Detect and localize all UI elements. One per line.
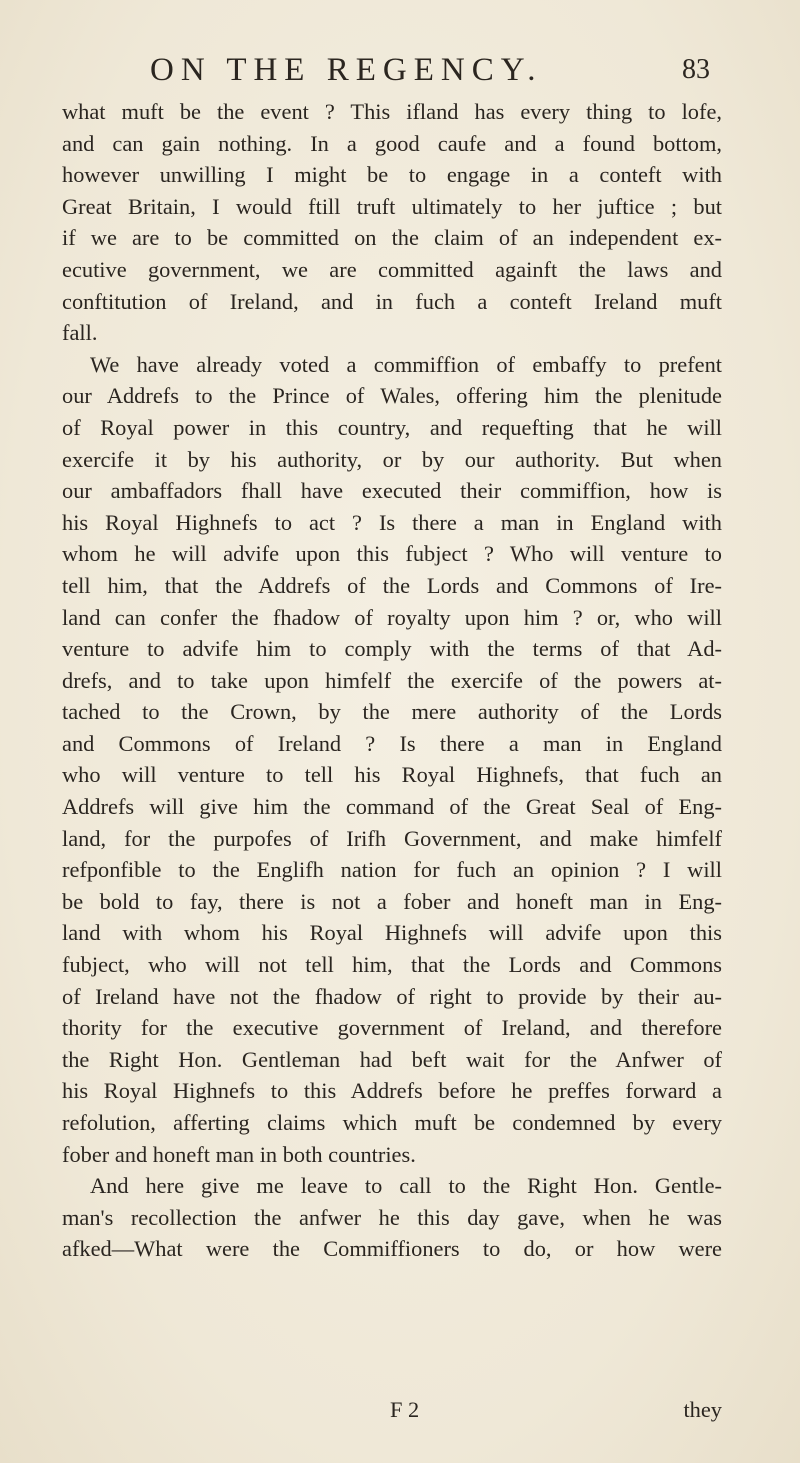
text-line: land, for the purpofes of Irifh Government, and make himfelf — [62, 825, 722, 851]
page-header — [150, 52, 710, 92]
text-line: however unwilling I might be to engage in a conteft with — [62, 162, 722, 188]
text-line: our ambaffadors fhall have executed their commiffion, how is — [62, 478, 722, 504]
text-line: And here give me leave to call to the Right Hon. Gentle- — [90, 1173, 722, 1199]
text-line: whom he will advife upon this fubject ? Who will venture to — [62, 541, 722, 567]
text-line: land can confer the fhadow of royalty upon him ? or, who will — [62, 604, 722, 630]
text-line: who will venture to tell his Royal Highnefs, that fuch an — [62, 762, 722, 788]
text-line: the Right Hon. Gentleman had beft wait for the Anfwer of — [62, 1046, 722, 1072]
text-line: refolution, afferting claims which muft be condemned by every — [62, 1110, 722, 1135]
text-line: Addrefs will give him the command of the Great Seal of Eng- — [62, 794, 722, 820]
running-head: ON THE REGENCY. — [150, 52, 543, 88]
text-line: his Royal Highnefs to act ? Is there a man in England with — [62, 509, 722, 535]
text-line: venture to advife him to comply with the terms of that Ad- — [62, 636, 722, 662]
text-line: and Commons of Ireland ? Is there a man in England — [62, 730, 722, 756]
body-text — [62, 96, 722, 1265]
text-line: conftitution of Ireland, and in fuch a conteft Ireland muft — [62, 288, 722, 314]
text-line: fober and honeft man in both countries. — [62, 1141, 416, 1167]
text-line: his Royal Highnefs to this Addrefs before he preffes forward a — [62, 1078, 722, 1104]
text-line: tached to the Crown, by the mere authority of the Lords — [62, 699, 722, 725]
text-line: if we are to be committed on the claim of an independent ex- — [62, 225, 722, 251]
text-line: exercife it by his authority, or by our authority. But when — [62, 446, 722, 472]
text-line: fubject, who will not tell him, that the Lords and Commons — [62, 952, 722, 978]
text-line: thority for the executive government of Ireland, and therefore — [62, 1015, 722, 1041]
text-line: tell him, that the Addrefs of the Lords and Commons of Ire- — [62, 572, 722, 598]
text-line: Great Britain, I would ftill truft ultimately to her juftice ; but — [62, 193, 722, 219]
text-line: land with whom his Royal Highnefs will advife upon this — [62, 920, 722, 946]
text-line: refponfible to the Englifh nation for fuch an opinion ? I will — [62, 857, 722, 883]
text-line: ecutive government, we are committed againft the laws and — [62, 256, 722, 282]
text-line: what muft be the event ? This ifland has every thing to lofe, — [62, 99, 722, 124]
text-line: drefs, and to take upon himfelf the exercife of the powers at- — [62, 667, 722, 693]
text-line: and can gain nothing. In a good caufe and a found bottom, — [62, 130, 722, 156]
text-line: fall. — [62, 320, 98, 346]
text-line: of Ireland have not the fhadow of right to provide by their au- — [62, 983, 722, 1009]
text-line: be bold to fay, there is not a fober and honeft man in Eng- — [62, 888, 722, 914]
text-line: man's recollection the anfwer he this day gave, when he was — [62, 1204, 722, 1230]
text-line: afked—What were the Commiffioners to do, or how were — [62, 1236, 722, 1262]
catchword: they — [683, 1397, 722, 1422]
signature-mark: F 2 — [390, 1397, 420, 1422]
page-number: 83 — [682, 54, 710, 85]
text-line: our Addrefs to the Prince of Wales, offering him the plenitude — [62, 383, 722, 409]
page-footer — [62, 1397, 722, 1429]
text-line: We have already voted a commiffion of embaffy to prefent — [90, 351, 722, 377]
text-line: of Royal power in this country, and requefting that he will — [62, 414, 722, 440]
